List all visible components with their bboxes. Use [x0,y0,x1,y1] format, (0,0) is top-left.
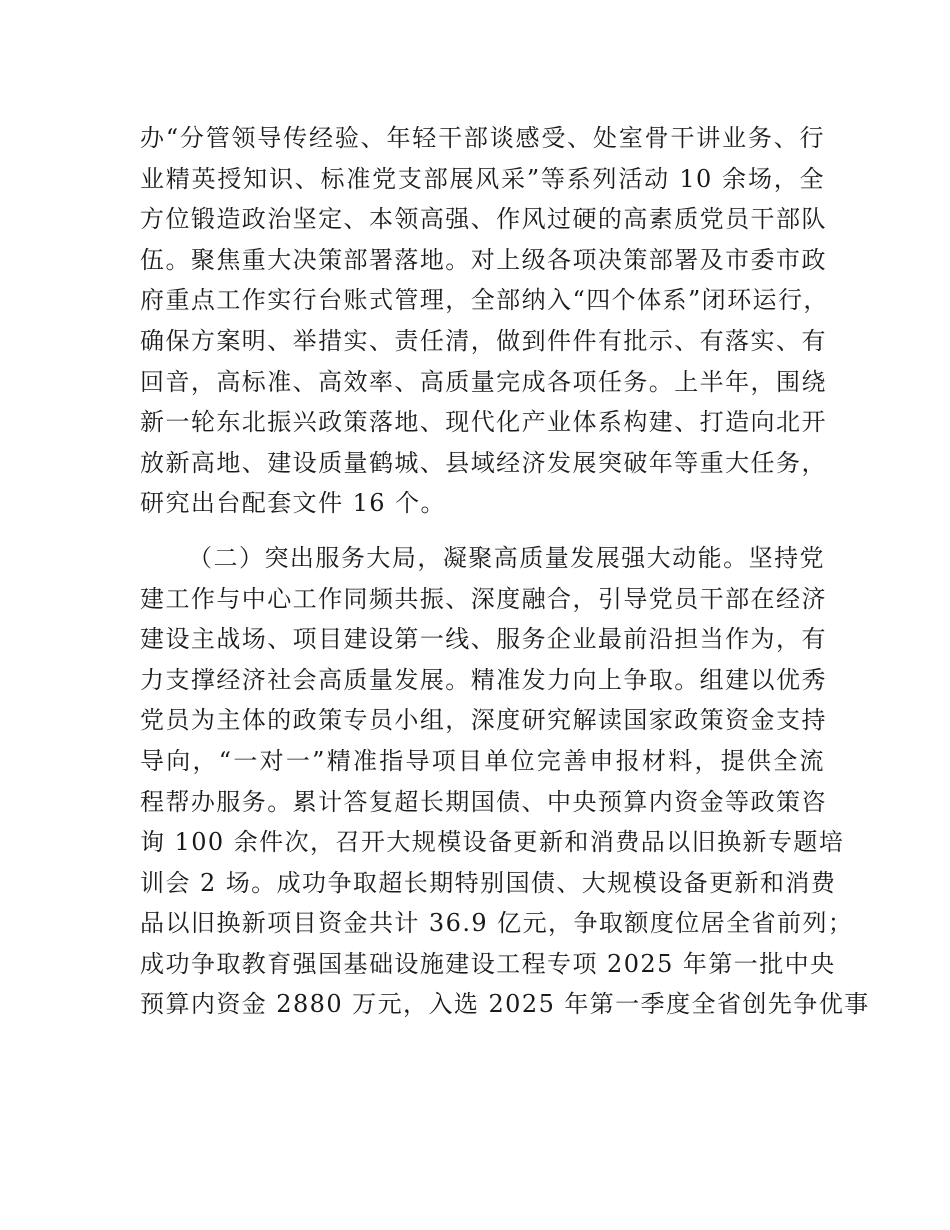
text-line: 回音，高标准、高效率、高质量完成各项任务。上半年，围绕 [140,367,827,396]
text-line: （二）突出服务大局，凝聚高质量发展强大动能。坚持党 [188,543,825,572]
text-line: 建设主战场、项目建设第一线、服务企业最前沿担当作为，有 [140,625,827,654]
text-line: 新一轮东北振兴政策落地、现代化产业体系构建、打造向北开 [140,408,827,437]
text-line: 确保方案明、举措实、责任清，做到件件有批示、有落实、有 [140,326,827,355]
text-line: 研究出台配套文件 16 个。 [140,489,446,518]
text-line: 方位锻造政治坚定、本领高强、作风过硬的高素质党员干部队 [140,205,827,234]
document-body [140,118,870,1025]
text-line: 办“分管领导传经验、年轻干部谈感受、处室骨干讲业务、行 [140,124,825,152]
text-line: 力支撑经济社会高质量发展。精准发力向上争取。组建以优秀 [140,665,827,694]
text-line: 府重点工作实行台账式管理，全部纳入“四个体系”闭环运行， [140,286,829,315]
text-line: 预算内资金 2880 万元，入选 2025 年第一季度全省创先争优事 [140,990,870,1019]
text-line: 询 100 余件次，召开大规模设备更新和消费品以旧换新专题培 [140,828,845,857]
text-line: 业精英授知识、标准党支部展风采”等系列活动 10 余场，全 [140,164,825,193]
text-line: 程帮办服务。累计答复超长期国债、中央预算内资金等政策咨 [140,787,827,816]
text-line: 党员为主体的政策专员小组，深度研究解读国家政策资金支持 [140,706,827,735]
text-line: 导向，“一对一”精准指导项目单位完善申报材料，提供全流 [140,746,825,775]
text-line: 训会 2 场。成功争取超长期特别国债、大规模设备更新和消费 [140,868,837,897]
paragraph [140,118,829,524]
paragraph-spacing [140,524,825,538]
text-line: 放新高地、建设质量鹤城、县域经济发展突破年等重大任务， [140,448,827,477]
paragraph [140,538,870,1025]
text-line: 建工作与中心工作同频共振、深度融合，引导党员干部在经济 [140,584,827,613]
text-line: 品以旧换新项目资金共计 36.9 亿元，争取额度位居全省前列； [140,909,854,938]
text-line: 伍。聚焦重大决策部署落地。对上级各项决策部署及市委市政 [140,245,827,274]
text-line: 成功争取教育强国基础设施建设工程专项 2025 年第一批中央 [140,949,836,978]
